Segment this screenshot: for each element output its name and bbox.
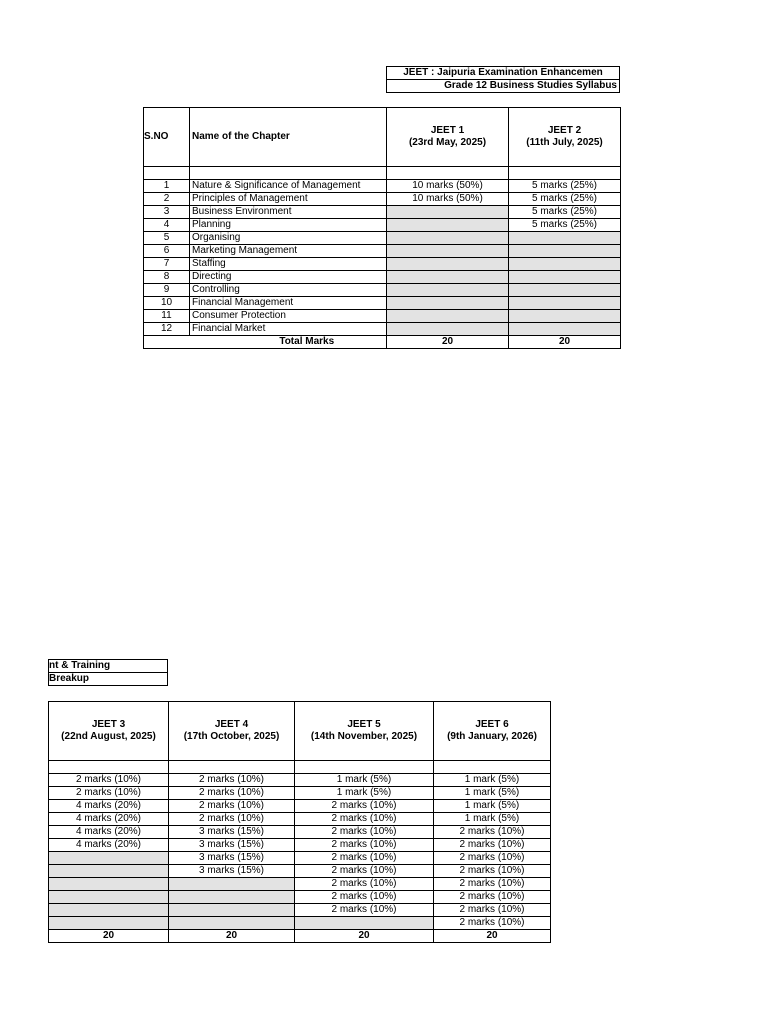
table-row xyxy=(49,917,551,930)
row-j2-marks: 5 marks (25%) xyxy=(509,206,621,219)
row-j6-marks: 2 marks (10%) xyxy=(434,917,551,930)
table-row xyxy=(49,904,551,917)
row-j3-marks: 4 marks (20%) xyxy=(49,800,169,813)
row-sno: 9 xyxy=(144,284,190,297)
table-row xyxy=(49,826,551,839)
table-row xyxy=(49,839,551,852)
table-row xyxy=(144,258,621,271)
row-j4-marks xyxy=(169,904,295,917)
row-j5-marks xyxy=(295,917,434,930)
row-sno: 8 xyxy=(144,271,190,284)
row-chapter: Staffing xyxy=(190,258,387,271)
header-chapter: Name of the Chapter xyxy=(190,108,387,167)
row-j3-marks xyxy=(49,878,169,891)
row-j3-marks xyxy=(49,917,169,930)
page2-title-line2: Breakup xyxy=(49,673,168,686)
header-jeet4 xyxy=(169,702,295,761)
row-j2-marks xyxy=(509,297,621,310)
header-jeet3-date: (22nd August, 2025) xyxy=(61,731,156,742)
header-jeet2 xyxy=(509,108,621,167)
table-row xyxy=(49,787,551,800)
row-j4-marks: 2 marks (10%) xyxy=(169,813,295,826)
table-row xyxy=(144,219,621,232)
header-jeet1-name: JEET 1 xyxy=(430,125,465,136)
row-j6-marks: 2 marks (10%) xyxy=(434,865,551,878)
row-j2-marks: 5 marks (25%) xyxy=(509,180,621,193)
header-jeet1-date: (23rd May, 2025) xyxy=(408,137,487,148)
page1-title-box xyxy=(386,66,621,95)
row-j6-marks: 2 marks (10%) xyxy=(434,878,551,891)
row-j5-marks: 2 marks (10%) xyxy=(295,904,434,917)
row-chapter: Organising xyxy=(190,232,387,245)
total-jeet6: 20 xyxy=(434,930,551,943)
table-row xyxy=(49,800,551,813)
total-row xyxy=(49,930,551,943)
row-chapter: Principles of Management xyxy=(190,193,387,206)
row-chapter: Financial Management xyxy=(190,297,387,310)
row-j1-marks xyxy=(387,271,509,284)
row-j1-marks xyxy=(387,219,509,232)
row-j4-marks: 3 marks (15%) xyxy=(169,865,295,878)
header-jeet6-date: (9th January, 2026) xyxy=(447,731,537,742)
table-row xyxy=(144,284,621,297)
total-jeet3: 20 xyxy=(49,930,169,943)
row-sno: 2 xyxy=(144,193,190,206)
table-row xyxy=(144,180,621,193)
row-j5-marks: 2 marks (10%) xyxy=(295,891,434,904)
row-j6-marks: 2 marks (10%) xyxy=(434,839,551,852)
row-j6-marks: 2 marks (10%) xyxy=(434,904,551,917)
row-j3-marks: 2 marks (10%) xyxy=(49,787,169,800)
header-sno: S.NO xyxy=(144,108,190,167)
row-j4-marks: 3 marks (15%) xyxy=(169,826,295,839)
table-row xyxy=(49,813,551,826)
table-row xyxy=(144,206,621,219)
row-j1-marks xyxy=(387,232,509,245)
header-jeet4-name: JEET 4 xyxy=(214,719,249,730)
page2-table xyxy=(48,701,553,957)
table-row xyxy=(144,271,621,284)
row-chapter: Financial Market xyxy=(190,323,387,336)
row-j1-marks: 10 marks (50%) xyxy=(387,193,509,206)
header-jeet6-name: JEET 6 xyxy=(475,719,509,730)
header-jeet5-date: (14th November, 2025) xyxy=(310,731,418,742)
row-j3-marks: 4 marks (20%) xyxy=(49,813,169,826)
header-jeet4-date: (17th October, 2025) xyxy=(183,731,280,742)
row-j1-marks xyxy=(387,245,509,258)
table-row xyxy=(49,774,551,787)
row-chapter: Marketing Management xyxy=(190,245,387,258)
table-row xyxy=(49,865,551,878)
row-j5-marks: 2 marks (10%) xyxy=(295,813,434,826)
header-jeet2-name: JEET 2 xyxy=(547,125,582,136)
page1-title-line2: Grade 12 Business Studies Syllabus xyxy=(387,80,620,93)
total-jeet4: 20 xyxy=(169,930,295,943)
row-j5-marks: 2 marks (10%) xyxy=(295,865,434,878)
row-chapter: Consumer Protection xyxy=(190,310,387,323)
row-chapter: Planning xyxy=(190,219,387,232)
row-sno: 6 xyxy=(144,245,190,258)
header-jeet2-date: (11th July, 2025) xyxy=(526,137,603,148)
spacer-row xyxy=(49,761,551,774)
row-chapter: Nature & Significance of Management xyxy=(190,180,387,193)
table-row xyxy=(49,878,551,891)
row-j6-marks: 1 mark (5%) xyxy=(434,813,551,826)
total-jeet5: 20 xyxy=(295,930,434,943)
row-sno: 10 xyxy=(144,297,190,310)
row-j4-marks xyxy=(169,878,295,891)
row-j4-marks: 3 marks (15%) xyxy=(169,839,295,852)
header-jeet5 xyxy=(295,702,434,761)
row-sno: 4 xyxy=(144,219,190,232)
row-j2-marks xyxy=(509,271,621,284)
page2-title-line1: nt & Training xyxy=(49,660,168,673)
row-j6-marks: 1 mark (5%) xyxy=(434,787,551,800)
row-j6-marks: 1 mark (5%) xyxy=(434,800,551,813)
page2-title-box xyxy=(48,659,170,689)
row-j4-marks xyxy=(169,891,295,904)
table-row xyxy=(144,323,621,336)
row-j2-marks xyxy=(509,310,621,323)
row-j1-marks: 10 marks (50%) xyxy=(387,180,509,193)
row-j4-marks: 2 marks (10%) xyxy=(169,787,295,800)
table-row xyxy=(144,193,621,206)
page1-title-line1: JEET : Jaipuria Examination Enhancemen xyxy=(387,67,620,80)
row-j4-marks xyxy=(169,917,295,930)
row-j2-marks: 5 marks (25%) xyxy=(509,193,621,206)
row-j2-marks xyxy=(509,258,621,271)
table-row xyxy=(144,297,621,310)
table-row xyxy=(144,245,621,258)
row-sno: 12 xyxy=(144,323,190,336)
row-j6-marks: 1 mark (5%) xyxy=(434,774,551,787)
row-j3-marks: 2 marks (10%) xyxy=(49,774,169,787)
row-j5-marks: 2 marks (10%) xyxy=(295,800,434,813)
total-label: Total Marks xyxy=(190,336,387,349)
row-j6-marks: 2 marks (10%) xyxy=(434,826,551,839)
spacer-row xyxy=(144,167,621,180)
header-jeet6 xyxy=(434,702,551,761)
row-j1-marks xyxy=(387,258,509,271)
row-j2-marks xyxy=(509,245,621,258)
row-j5-marks: 2 marks (10%) xyxy=(295,878,434,891)
row-j1-marks xyxy=(387,284,509,297)
total-jeet1: 20 xyxy=(387,336,509,349)
row-sno: 7 xyxy=(144,258,190,271)
row-j4-marks: 2 marks (10%) xyxy=(169,800,295,813)
header-jeet5-name: JEET 5 xyxy=(347,719,381,730)
row-sno: 1 xyxy=(144,180,190,193)
row-j5-marks: 2 marks (10%) xyxy=(295,826,434,839)
row-j3-marks: 4 marks (20%) xyxy=(49,826,169,839)
row-j1-marks xyxy=(387,323,509,336)
row-j5-marks: 1 mark (5%) xyxy=(295,787,434,800)
total-row xyxy=(144,336,621,349)
row-j3-marks xyxy=(49,904,169,917)
row-j6-marks: 2 marks (10%) xyxy=(434,891,551,904)
header-jeet3-name: JEET 3 xyxy=(91,719,126,730)
row-j3-marks: 4 marks (20%) xyxy=(49,839,169,852)
row-sno: 11 xyxy=(144,310,190,323)
table-row xyxy=(49,852,551,865)
row-j2-marks xyxy=(509,284,621,297)
table-row xyxy=(49,891,551,904)
row-j4-marks: 2 marks (10%) xyxy=(169,774,295,787)
row-sno: 3 xyxy=(144,206,190,219)
page1-table xyxy=(143,107,623,362)
row-j4-marks: 3 marks (15%) xyxy=(169,852,295,865)
table-row xyxy=(144,310,621,323)
header-jeet3 xyxy=(49,702,169,761)
row-j6-marks: 2 marks (10%) xyxy=(434,852,551,865)
row-j5-marks: 2 marks (10%) xyxy=(295,839,434,852)
row-j3-marks xyxy=(49,852,169,865)
row-j1-marks xyxy=(387,206,509,219)
row-j1-marks xyxy=(387,297,509,310)
row-chapter: Controlling xyxy=(190,284,387,297)
table-row xyxy=(144,232,621,245)
row-j1-marks xyxy=(387,310,509,323)
row-j3-marks xyxy=(49,891,169,904)
row-j5-marks: 1 mark (5%) xyxy=(295,774,434,787)
header-jeet1 xyxy=(387,108,509,167)
row-chapter: Directing xyxy=(190,271,387,284)
row-sno: 5 xyxy=(144,232,190,245)
total-jeet2: 20 xyxy=(509,336,621,349)
row-j3-marks xyxy=(49,865,169,878)
row-j2-marks: 5 marks (25%) xyxy=(509,219,621,232)
row-j2-marks xyxy=(509,323,621,336)
row-chapter: Business Environment xyxy=(190,206,387,219)
row-j5-marks: 2 marks (10%) xyxy=(295,852,434,865)
row-j2-marks xyxy=(509,232,621,245)
